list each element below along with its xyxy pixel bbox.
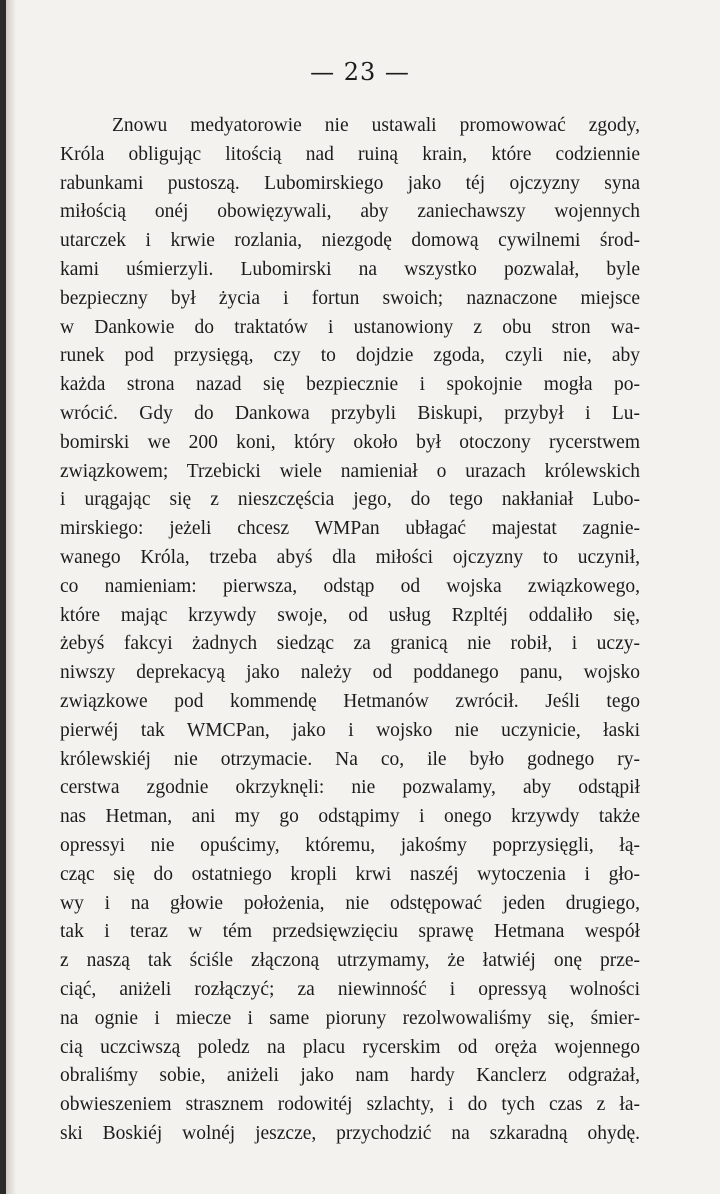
text-line: nas Hetman, ani my go odstąpimy i onego krzywdy także xyxy=(60,806,640,828)
body-text xyxy=(60,112,640,1149)
page-number: — 23 — xyxy=(310,58,410,86)
text-line: Króla obligując litością nad ruiną krain, które codziennie xyxy=(60,143,640,165)
text-line: niwszy deprekacyą jako należy od poddanego panu, wojsko xyxy=(60,662,640,684)
text-line: związkowe pod kommendę Hetmanów zwrócił. Jeśli tego xyxy=(60,690,640,712)
text-line: runek pod przysięgą, czy to dojdzie zgoda, czyli nie, aby xyxy=(60,345,640,367)
text-line: bezpieczny był życia i fortun swoich; naznaczone miejsce xyxy=(60,287,640,309)
text-line: bomirski we 200 koni, który około był otoczony rycerstwem xyxy=(60,431,640,453)
text-line: wrócić. Gdy do Dankowa przybyli Biskupi, przybył i Lu- xyxy=(60,402,640,424)
text-line: rabunkami pustoszą. Lubomirskiego jako téj ojczyzny syna xyxy=(60,172,640,194)
text-line: obwieszeniem strasznem rodowitéj szlachty, i do tych czas z ła- xyxy=(60,1094,640,1116)
text-line: wy i na głowie położenia, nie odstępować jeden drugiego, xyxy=(60,892,640,914)
text-line: obraliśmy sobie, aniżeli jako nam hardy Kanclerz odgrażał, xyxy=(60,1065,640,1087)
text-line: i urągając się z nieszczęścia jego, do tego nakłaniał Lubo- xyxy=(60,489,640,511)
text-line: ciąć, aniżeli rozłączyć; za niewinność i opressyą wolności xyxy=(60,978,640,1000)
text-line: Znowu medyatorowie nie ustawali promowować zgody, xyxy=(112,115,640,136)
text-line: co namieniam: pierwsza, odstąp od wojska związkowego, xyxy=(60,575,640,597)
text-line: związkowem; Trzebicki wiele namieniał o urazach królewskich xyxy=(60,460,640,482)
text-line: w Dankowie do traktatów i ustanowiony z obu stron wa- xyxy=(60,316,640,338)
text-line: królewskiéj nie otrzymacie. Na co, ile było godnego ry- xyxy=(60,748,640,770)
text-line: cią uczciwszą poledz na placu rycerskim od oręża wojennego xyxy=(60,1036,640,1058)
text-line: utarczek i krwie rozlania, niezgodę domową cywilnemi środ- xyxy=(60,230,640,252)
text-line: tak i teraz w tém przedsięwzięciu sprawę Hetmana wespół xyxy=(60,921,640,943)
text-line: wanego Króla, trzeba abyś dla miłości ojczyzny to uczynił, xyxy=(60,546,640,568)
text-line: z naszą tak ściśle złączoną utrzymamy, że łatwiéj onę prze- xyxy=(60,950,640,972)
text-line: każda strona nazad się bezpiecznie i spokojnie mogła po- xyxy=(60,374,640,396)
text-line: cerstwa zgodnie okrzyknęli: nie pozwalamy, aby odstąpił xyxy=(60,777,640,799)
text-line: miłością onéj obowięzywali, aby zaniechawszy wojennych xyxy=(60,201,640,223)
text-line: ski Boskiéj wolnéj jeszcze, przychodzić na szkaradną ohydę. xyxy=(60,1122,640,1144)
text-line: opressyi nie opuścimy, któremu, jakośmy poprzysięgli, łą- xyxy=(60,834,640,856)
text-line: na ognie i miecze i same pioruny rezolwowaliśmy się, śmier- xyxy=(60,1007,640,1029)
text-line: cząc się do ostatniego kropli krwi naszéj wytoczenia i gło- xyxy=(60,863,640,885)
text-line: pierwéj tak WMCPan, jako i wojsko nie uczynicie, łaski xyxy=(60,719,640,741)
text-line: kami uśmierzyli. Lubomirski na wszystko pozwalał, byle xyxy=(60,258,640,280)
text-line: które mając krzywdy swoje, od usług Rzpltéj oddaliło się, xyxy=(60,604,640,626)
text-line: mirskiego: jeżeli chcesz WMPan ubłagać majestat zagnie- xyxy=(60,518,640,540)
text-line: żebyś fakcyi żadnych siedząc za granicą nie robił, i uczy- xyxy=(60,633,640,655)
page-binding-shadow xyxy=(6,0,16,1194)
